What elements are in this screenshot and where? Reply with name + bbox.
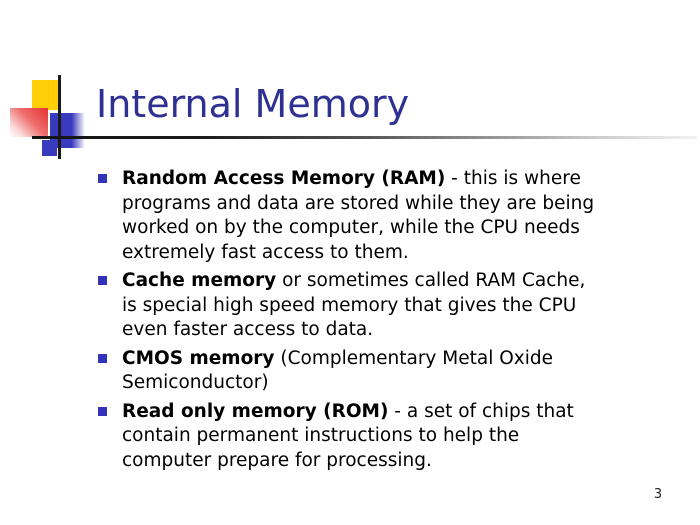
- bullet-text: - a set of chips that contain permanent instructions to help the computer prepare for processing.: [122, 400, 574, 471]
- bullet-term: Random Access Memory (RAM): [122, 168, 446, 189]
- bullet-item-ram: [96, 167, 598, 265]
- ornament-red-gradient-square: [10, 108, 48, 137]
- bullet-item-rom: [96, 400, 598, 474]
- title-underline-rule: [32, 136, 697, 139]
- bullet-text: (Complementary Metal Oxide Semiconductor): [122, 347, 553, 393]
- ornament-yellow-square: [32, 80, 60, 110]
- bullet-term: Read only memory (ROM): [122, 400, 389, 422]
- bullet-text: - this is where programs and data are stored while they are being worked on by the computer, while the CPU needs extremely fast access to them.: [122, 168, 595, 263]
- bullet-square-icon: [98, 407, 107, 416]
- bullet-list: [96, 167, 598, 477]
- bullet-term: CMOS memory: [122, 347, 275, 369]
- ornament-vertical-line: [58, 75, 61, 159]
- page-number: 3: [653, 487, 663, 502]
- bullet-square-icon: [98, 174, 107, 183]
- slide-title: Internal Memory: [96, 82, 410, 126]
- bullet-term: Cache memory: [122, 270, 277, 291]
- bullet-square-icon: [98, 276, 107, 285]
- bullet-text: or sometimes called RAM Cache, is special high speed memory that gives the CPU even faster access to data.: [122, 270, 586, 340]
- bullet-item-cache: [96, 269, 598, 343]
- bullet-item-cmos: [96, 347, 598, 396]
- bullet-square-icon: [98, 354, 107, 363]
- ornament-blue-small-square: [42, 140, 57, 156]
